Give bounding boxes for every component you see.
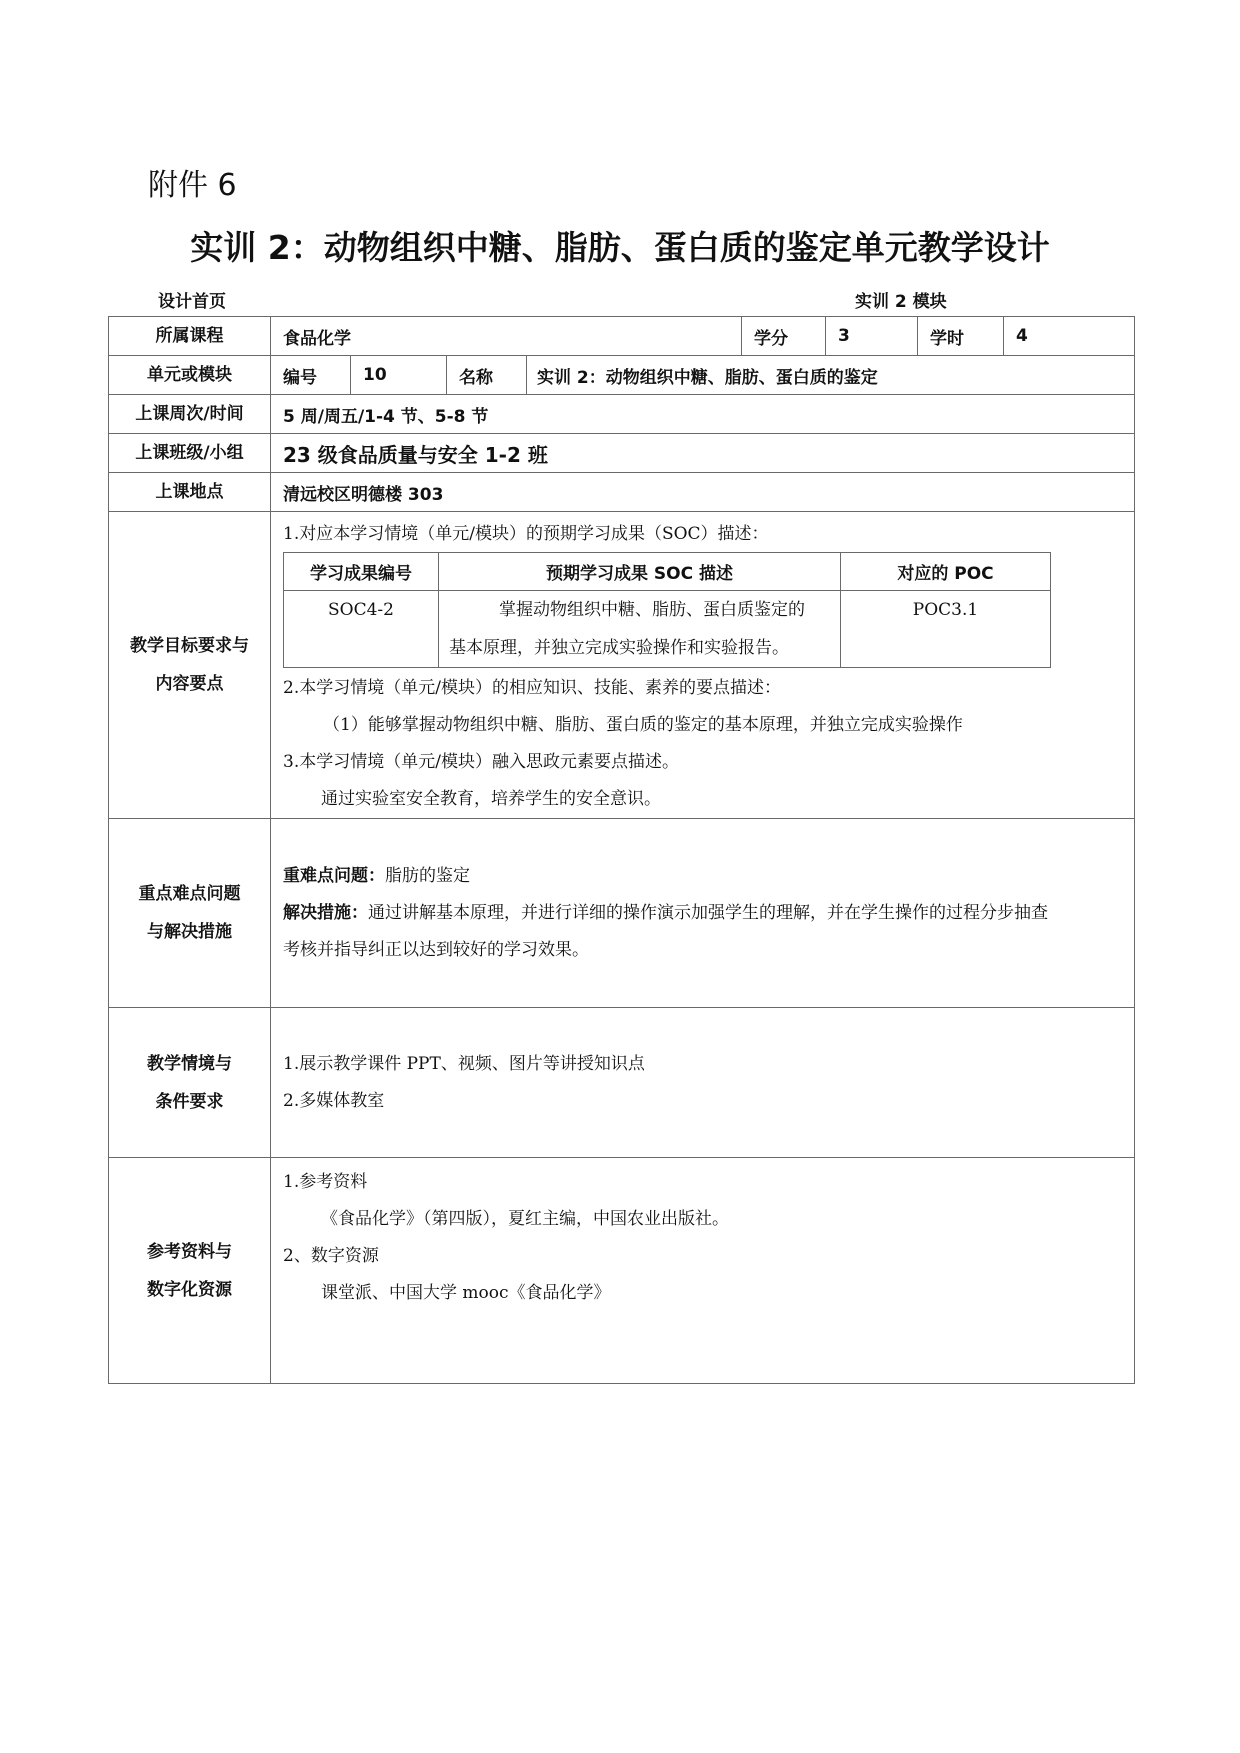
context-label-line1: 教学情境与 [147, 1053, 232, 1074]
context-item-2: 2.多媒体教室 [283, 1090, 385, 1111]
course-row [109, 317, 1135, 356]
objective-item-2-sub: （1）能够掌握动物组织中糖、脂肪、蛋白质的鉴定的基本原理，并独立完成实验操作 [323, 715, 963, 735]
key-issue-label: 重难点问题： [283, 865, 385, 886]
place-value: 清远校区明德楼 303 [271, 473, 1135, 512]
time-row [109, 395, 1135, 434]
document-title: 实训 2：动物组织中糖、脂肪、蛋白质的鉴定单元教学设计 [190, 228, 1050, 267]
objectives-label [109, 512, 271, 819]
references-label-line1: 参考资料与 [147, 1241, 232, 1262]
context-item-1: 1.展示教学课件 PPT、视频、图片等讲授知识点 [283, 1053, 645, 1074]
objectives-label-line2: 内容要点 [155, 674, 224, 694]
objective-item-2: 2.本学习情境（单元/模块）的相应知识、技能、素养的要点描述： [283, 678, 781, 698]
soc-table [283, 552, 1051, 668]
reference-item-2: 2、数字资源 [283, 1246, 379, 1266]
objective-item-3: 3.本学习情境（单元/模块）融入思政元素要点描述。 [283, 752, 679, 772]
difficulty-label-line2: 与解决措施 [147, 922, 232, 942]
hours-value: 4 [1004, 317, 1135, 356]
course-label: 所属课程 [109, 317, 271, 356]
reference-item-1: 1.参考资料 [283, 1172, 368, 1192]
design-table [108, 316, 1135, 1384]
soc-header-poc: 对应的 POC [841, 553, 1051, 591]
difficulty-label-line1: 重点难点问题 [138, 884, 241, 904]
unit-row [109, 356, 1135, 395]
soc-desc-line2: 基本原理，并独立完成实验操作和实验报告。 [449, 638, 789, 658]
attachment-label: 附件 6 [148, 168, 237, 203]
hours-label: 学时 [918, 317, 1004, 356]
credit-label: 学分 [742, 317, 826, 356]
soc-header-id: 学习成果编号 [284, 553, 439, 591]
design-first-page-label: 设计首页 [158, 292, 226, 312]
references-row [109, 1158, 1135, 1384]
unit-label: 单元或模块 [109, 356, 271, 395]
objectives-row [109, 512, 1135, 819]
class-label: 上课班级/小组 [109, 434, 271, 473]
place-label: 上课地点 [109, 473, 271, 512]
key-issue-value: 脂肪的鉴定 [385, 865, 470, 886]
context-label [109, 1008, 271, 1158]
context-label-line2: 条件要求 [155, 1091, 224, 1112]
reference-item-1-sub: 《食品化学》（第四版），夏红主编，中国农业出版社。 [321, 1209, 729, 1229]
difficulty-row [109, 819, 1135, 1008]
soc-header-desc: 预期学习成果 SOC 描述 [439, 553, 841, 591]
time-label: 上课周次/时间 [109, 395, 271, 434]
soc-desc-line1: 掌握动物组织中糖、脂肪、蛋白质鉴定的 [499, 600, 805, 620]
name-label: 名称 [447, 356, 527, 395]
context-row [109, 1008, 1135, 1158]
references-label-line2: 数字化资源 [147, 1279, 232, 1300]
context-content [271, 1008, 1135, 1158]
class-value: 23 级食品质量与安全 1-2 班 [271, 434, 1135, 473]
place-row [109, 473, 1135, 512]
number-value: 10 [351, 356, 447, 395]
objective-item-3-sub: 通过实验室安全教育，培养学生的安全意识。 [321, 789, 661, 809]
difficulty-label [109, 819, 271, 1008]
name-value: 实训 2：动物组织中糖、脂肪、蛋白质的鉴定 [527, 356, 1135, 395]
references-content [271, 1158, 1135, 1384]
soc-id: SOC4-2 [284, 591, 439, 668]
solution-label: 解决措施： [283, 902, 368, 923]
credit-value: 3 [826, 317, 918, 356]
number-label: 编号 [271, 356, 351, 395]
solution-line2: 考核并指导纠正以达到较好的学习效果。 [283, 939, 589, 960]
difficulty-content [271, 819, 1135, 1008]
objectives-content [271, 512, 1135, 819]
class-row [109, 434, 1135, 473]
objective-item-1: 1.对应本学习情境（单元/模块）的预期学习成果（SOC）描述： [283, 524, 769, 544]
references-label [109, 1158, 271, 1384]
solution-line1: 通过讲解基本原理，并进行详细的操作演示加强学生的理解，并在学生操作的过程分步抽查 [368, 902, 1048, 923]
soc-poc: POC3.1 [841, 591, 1051, 668]
objectives-label-line1: 教学目标要求与 [130, 636, 249, 656]
course-value: 食品化学 [271, 317, 742, 356]
reference-item-2-sub: 课堂派、中国大学 mooc《食品化学》 [321, 1283, 611, 1303]
time-value: 5 周/周五/1-4 节、5-8 节 [271, 395, 1135, 434]
module-label: 实训 2 模块 [855, 292, 947, 312]
